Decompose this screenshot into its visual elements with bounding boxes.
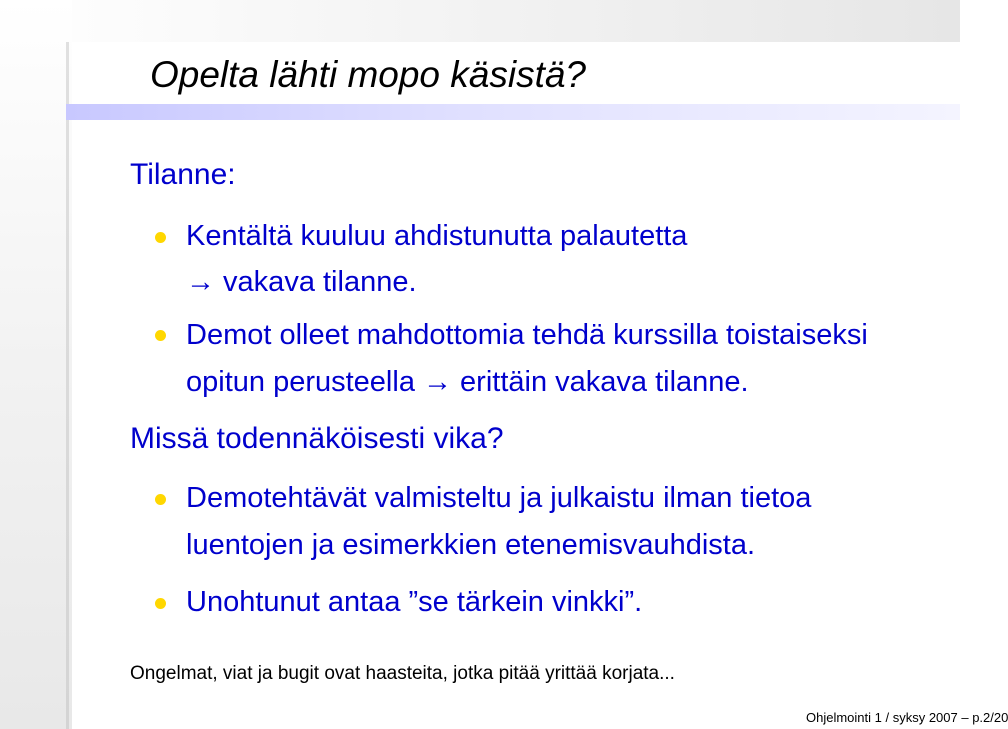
bullet-text-continuation: opitun perusteella → erittäin vakava tilanne.	[186, 366, 749, 398]
bullet-text-continuation: luentojen ja esimerkkien etenemisvauhdista.	[186, 529, 756, 561]
bullet-icon	[155, 330, 166, 341]
bullet-text: Kentältä kuuluu ahdistunutta palautetta	[186, 220, 688, 252]
footer-note: Ongelmat, viat ja bugit ovat haasteita, jotka pitää yrittää korjata...	[130, 663, 675, 684]
bullet-icon	[155, 232, 166, 243]
bullet-icon	[155, 598, 166, 609]
slide-title: Opelta lähti mopo käsistä?	[150, 54, 587, 95]
left-decor-line	[66, 42, 69, 729]
bullet-text-continuation: → vakava tilanne.	[186, 266, 417, 298]
section-heading-likely-fault: Missä todennäköisesti vika?	[130, 422, 504, 455]
course-label: Ohjelmointi 1 / syksy 2007	[806, 710, 958, 725]
title-underline-bar	[66, 104, 960, 120]
bullet-icon	[155, 494, 166, 505]
top-decor-bar	[0, 0, 960, 42]
left-decor-bar	[0, 0, 72, 729]
page-number: – p.2/20	[961, 710, 1008, 725]
section-heading-situation: Tilanne:	[130, 158, 236, 191]
bullet-text: Demot olleet mahdottomia tehdä kurssilla toistaiseksi	[186, 319, 868, 351]
page-footer	[806, 707, 1008, 729]
bullet-text: Demotehtävät valmisteltu ja julkaistu ilman tietoa	[186, 482, 812, 514]
bullet-text: Unohtunut antaa ”se tärkein vinkki”.	[186, 586, 643, 618]
